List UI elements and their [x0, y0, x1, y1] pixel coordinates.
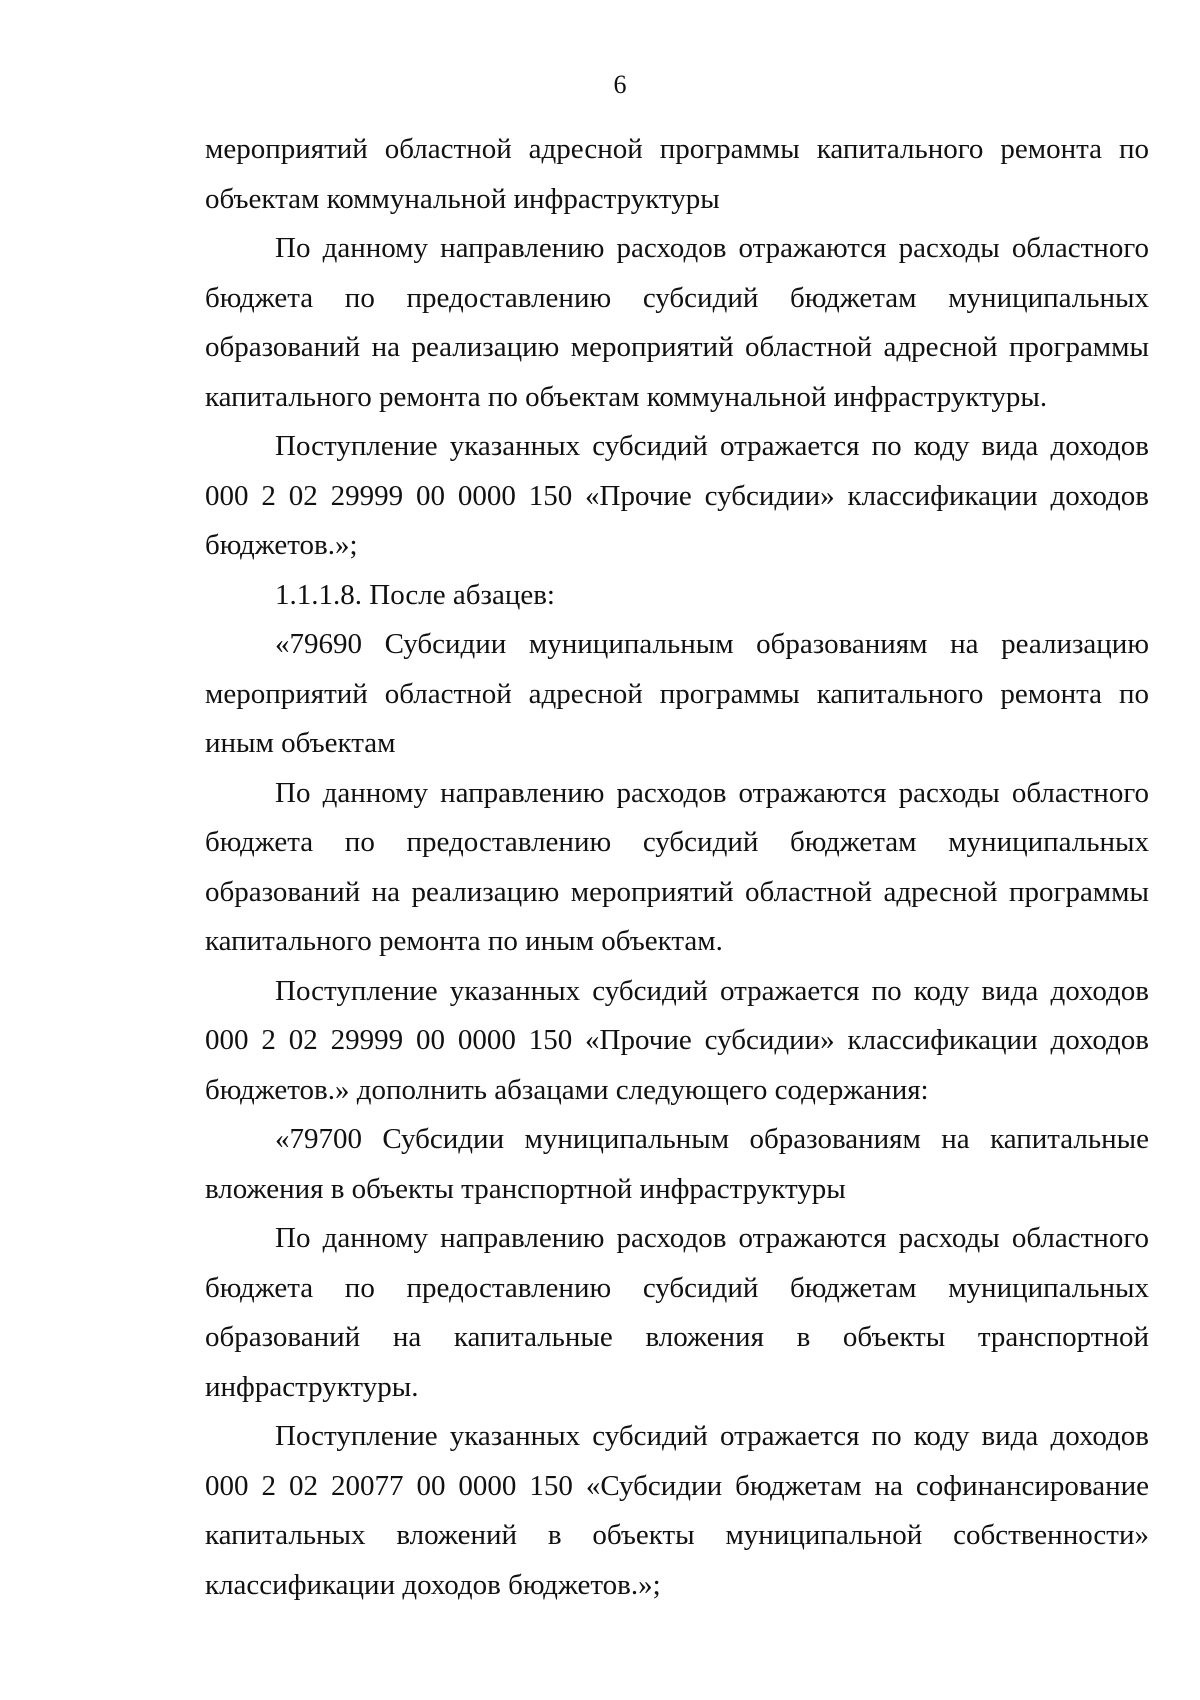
- paragraph: «79700 Субсидии муниципальным образованиям на капитальные вложения в объекты транспортной инфраструктуры: [205, 1123, 1149, 1205]
- paragraph: мероприятий областной адресной программы капитального ремонта по объектам коммунальной инфраструктуры: [205, 133, 1149, 215]
- paragraph: 1.1.1.8. После абзацев:: [275, 578, 555, 611]
- paragraph: Поступление указанных субсидий отражается по коду вида доходов 000 2 02 20077 00 0000 150 «Субсидии бюджетам на софинансирование капитальных вложений в объекты муниципальной собственности» классификации доходов бюджетов.»;: [205, 1420, 1149, 1601]
- paragraph: Поступление указанных субсидий отражается по коду вида доходов 000 2 02 29999 00 0000 150 «Прочие субсидии» классификации доходов бюджетов.»;: [205, 430, 1149, 561]
- document-body: [205, 125, 1149, 1610]
- page-number: 6: [613, 70, 627, 99]
- paragraph: «79690 Субсидии муниципальным образованиям на реализацию мероприятий областной адресной программы капитального ремонта по иным объектам: [205, 628, 1149, 759]
- paragraph: По данному направлению расходов отражаются расходы областного бюджета по предоставлению субсидий бюджетам муниципальных образований на капитальные вложения в объекты транспортной инфраструктуры.: [205, 1222, 1149, 1403]
- paragraph: По данному направлению расходов отражаются расходы областного бюджета по предоставлению субсидий бюджетам муниципальных образований на реализацию мероприятий областной адресной программы капитального ремонта по объектам коммунальной инфраструктуры.: [205, 232, 1149, 413]
- paragraph: Поступление указанных субсидий отражается по коду вида доходов 000 2 02 29999 00 0000 150 «Прочие субсидии» классификации доходов бюджетов.» дополнить абзацами следующего содержания:: [205, 974, 1149, 1106]
- paragraph: По данному направлению расходов отражаются расходы областного бюджета по предоставлению субсидий бюджетам муниципальных образований на реализацию мероприятий областной адресной программы капитального ремонта по иным объектам.: [205, 776, 1149, 957]
